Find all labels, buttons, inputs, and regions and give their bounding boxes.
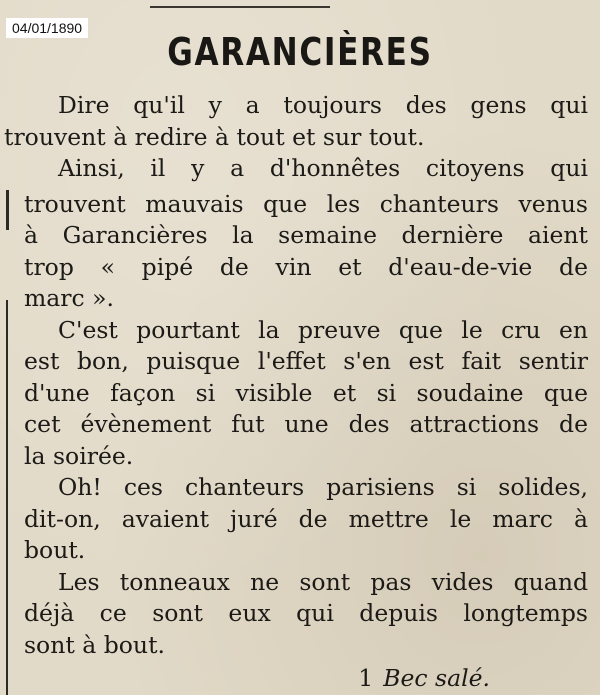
text-line: Dire qu'il y a toujours des gens qui xyxy=(58,91,588,119)
text-line: marc ». xyxy=(24,284,115,312)
text-line: dit-on, avaient juré de mettre le marc à xyxy=(24,504,588,533)
text-line: cet évènement fut une des attractions de xyxy=(24,410,588,438)
text-line: d'une façon si visible et si soudaine que xyxy=(24,378,588,407)
text-line: bout. xyxy=(24,536,86,564)
text-line: C'est pourtant la preuve que le cru en xyxy=(58,315,588,344)
date-stamp: 04/01/1890 xyxy=(6,18,88,38)
text-line: est bon, puisque l'effet s'en est fait sentir xyxy=(24,347,588,375)
text-line: sont à bout. xyxy=(24,630,165,659)
signature xyxy=(0,663,600,695)
text-line: à Garancières la semaine dernière aient xyxy=(24,221,588,249)
text-line: trouvent à redire à tout et sur tout. xyxy=(4,122,425,151)
text-line: déjà ce sont eux qui depuis longtemps xyxy=(24,599,588,627)
signature-text: Bec salé. xyxy=(383,664,490,692)
text-line: Les tonneaux ne sont pas vides quand xyxy=(58,567,588,596)
top-divider-rule xyxy=(150,0,330,8)
text-line: trop « pipé de vin et d'eau-de-vie de xyxy=(24,252,588,281)
text-line: Oh! ces chanteurs parisiens si solides, xyxy=(58,473,588,501)
article-title: GARANCIÈRES xyxy=(167,30,433,74)
text-line: Ainsi, il y a d'honnêtes citoyens qui xyxy=(58,154,588,182)
text-line: la soirée. xyxy=(24,441,134,470)
text-line: trouvent mauvais que les chanteurs venus xyxy=(24,189,588,218)
article-body xyxy=(0,90,600,695)
signature-mark: 1 xyxy=(358,664,374,692)
